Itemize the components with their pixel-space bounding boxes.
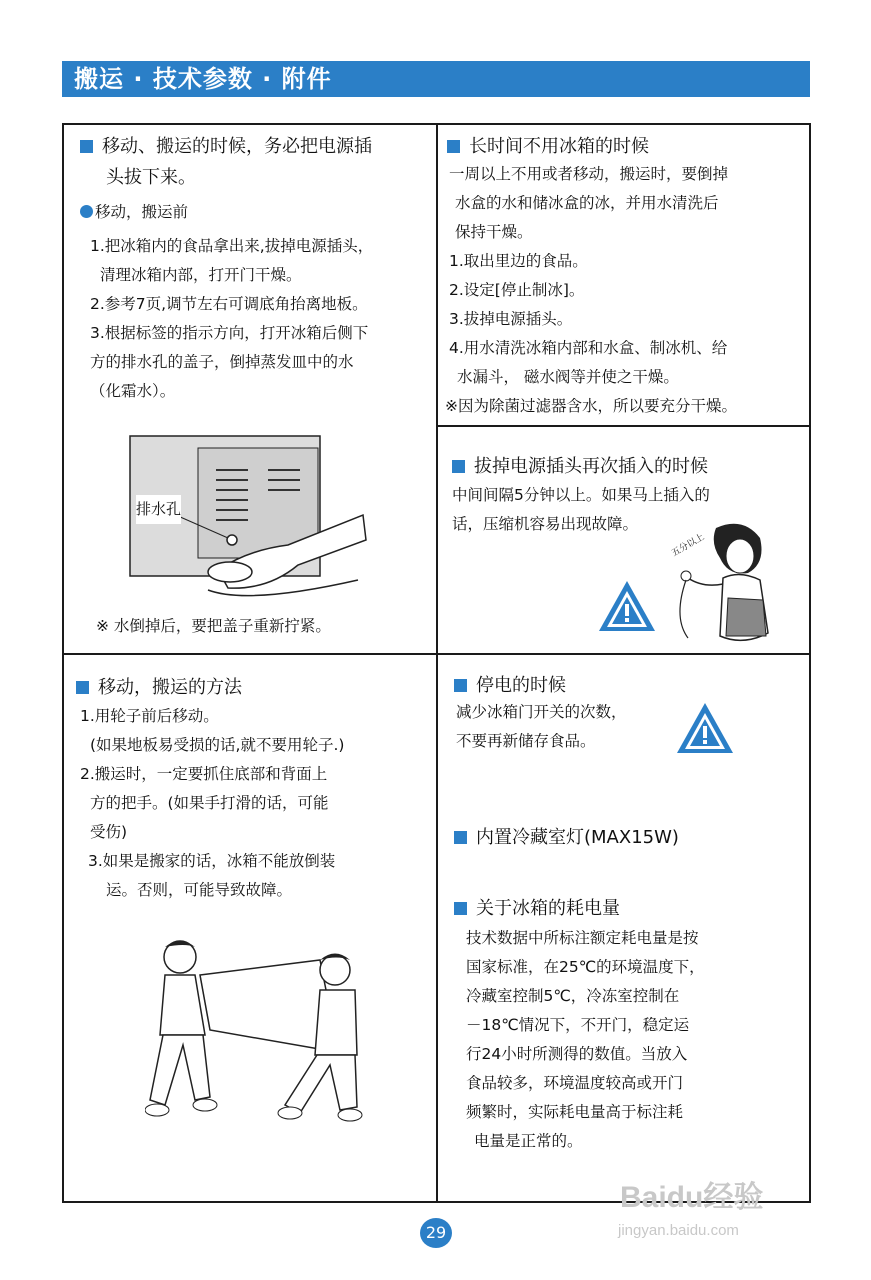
replug-text: 中间间隔5分钟以上。如果马上插入的 话，压缩机容易出现故障。 bbox=[452, 486, 710, 533]
square-bullet-icon bbox=[454, 831, 467, 844]
circle-bullet-icon bbox=[80, 205, 93, 218]
subhead-before-moving: 移动，搬运前 bbox=[80, 200, 188, 222]
moving-note: ※ 水倒掉后，要把盖子重新拧紧。 bbox=[96, 617, 331, 635]
woman-with-plug-illustration bbox=[668, 518, 778, 648]
long-term-text: 一周以上不用或者移动，搬运时，要倒掉 水盒的水和储冰盒的冰，并用水清洗后 保持干燥。 1.取出里边的食品。 2.设定[停止制冰]。 3.拔掉电源插头。 4.用水清洗冰箱内部和水盒、制冰机、给 水漏斗， 磁水阀等并使之干燥。 ※因为除菌过滤器含水，所以要充分干燥。 bbox=[445, 165, 737, 415]
square-bullet-icon bbox=[80, 140, 93, 153]
section-lamp-title: 内置冷藏室灯(MAX15W) bbox=[454, 823, 679, 849]
moving-method-text: 1.用轮子前后移动。 (如果地板易受损的话,就不要用轮子.) 2.搬运时，一定要抓住底部和背面上 方的把手。(如果手打滑的话，可能 受伤) 3.如果是搬家的话，冰箱不能放倒装 运。否则，可能导致故障。 bbox=[80, 707, 345, 899]
warning-triangle-icon bbox=[596, 578, 658, 634]
square-bullet-icon bbox=[454, 679, 467, 692]
watermark-url: jingyan.baidu.com bbox=[618, 1222, 739, 1239]
section-moving-title: 移动、搬运的时候，务必把电源插 bbox=[80, 132, 372, 158]
square-bullet-icon bbox=[447, 140, 460, 153]
power-consumption-text: 技术数据中所标注额定耗电量是按 国家标准，在25℃的环境温度下， 冷藏室控制5℃，冷冻室控制在 －18℃情况下，不开门，稳定运 行24小时所测得的数值。当放入 食品较多，环境温度较高或开门 频繁时，实际耗电量高于标注耗 电量是正常的。 bbox=[466, 929, 705, 1150]
moving-steps: 1.把冰箱内的食品拿出来,拔掉电源插头， 清理冰箱内部，打开门干燥。 2.参考7页,调节左右可调底角抬离地板。 3.根据标签的指示方向，打开冰箱后侧下 方的排水孔的盖子，倒掉蒸发皿中的水 （化霜水）。 bbox=[90, 237, 374, 400]
watermark-logo: Baidu经验 bbox=[620, 1181, 764, 1214]
column-divider bbox=[436, 123, 438, 1203]
section-replug-title: 拔掉电源插头再次插入的时候 bbox=[452, 452, 708, 478]
section-moving-title-cont: 头拔下来。 bbox=[106, 167, 196, 188]
page-title: 搬运 · 技术参数 · 附件 bbox=[62, 61, 810, 97]
square-bullet-icon bbox=[76, 681, 89, 694]
square-bullet-icon bbox=[452, 460, 465, 473]
sign-text: 五分以上 bbox=[670, 532, 707, 559]
section-moving-method-title: 移动，搬运的方法 bbox=[76, 673, 242, 699]
drain-hole-label: 排水孔 bbox=[136, 495, 181, 524]
row-divider bbox=[62, 653, 811, 655]
section-long-term-title: 长时间不用冰箱的时候 bbox=[447, 132, 649, 158]
square-bullet-icon bbox=[454, 902, 467, 915]
warning-triangle-icon bbox=[674, 700, 736, 756]
two-people-carrying-fridge-illustration bbox=[145, 935, 370, 1125]
section-power-consumption-title: 关于冰箱的耗电量 bbox=[454, 894, 620, 920]
section-power-outage-title: 停电的时候 bbox=[454, 671, 566, 697]
right-row-divider bbox=[437, 425, 811, 427]
power-outage-text: 减少冰箱门开关的次数， 不要再新储存食品。 bbox=[456, 703, 627, 750]
page-number: 29 bbox=[420, 1218, 452, 1248]
